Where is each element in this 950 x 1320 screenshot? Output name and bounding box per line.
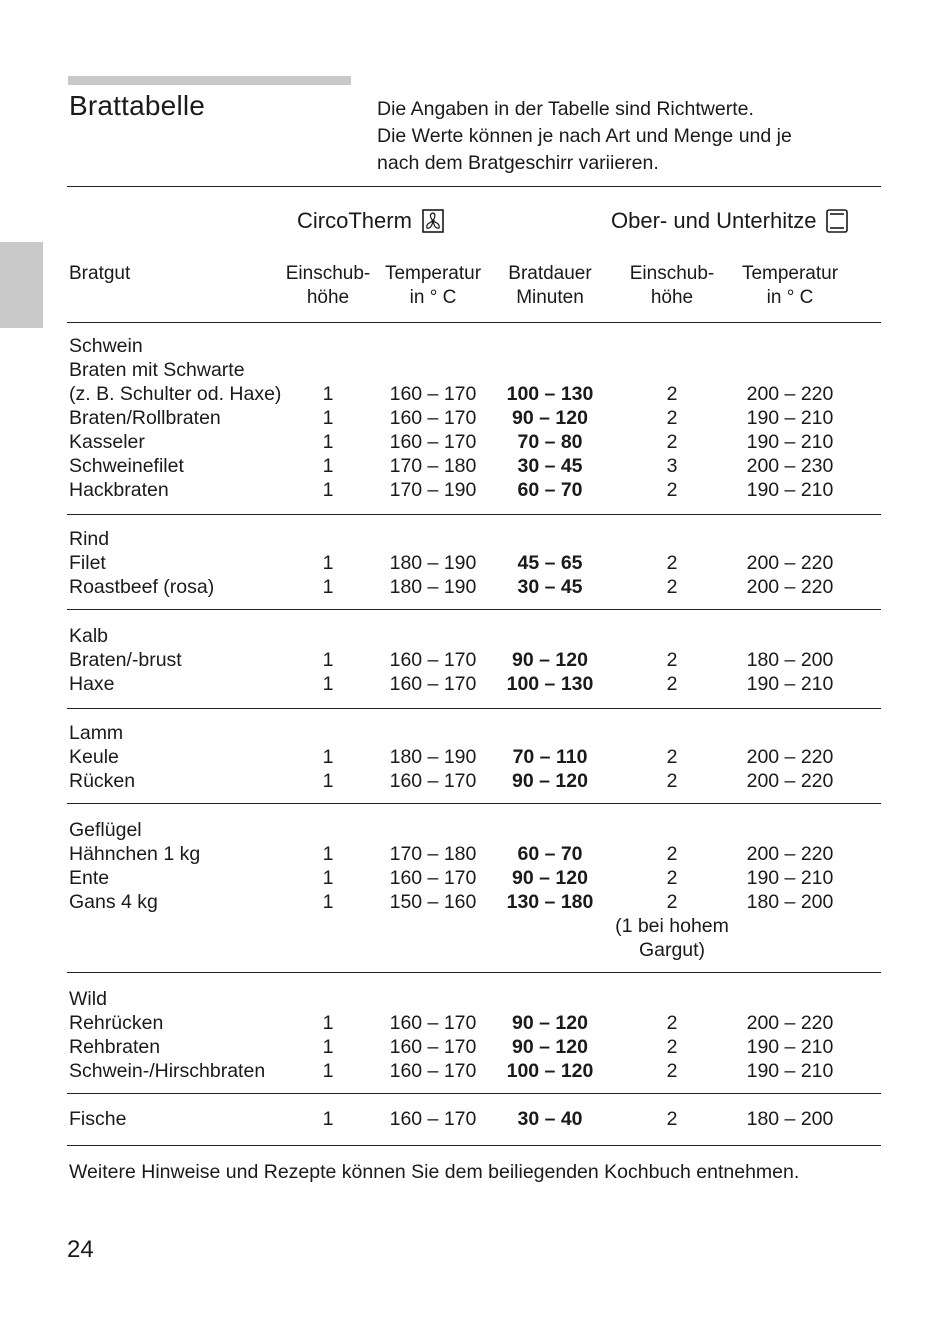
cell-t2: 180 – 200 [746,1108,834,1130]
cell-name: (z. B. Schulter od. Haxe) [69,383,282,405]
cell-name: Gans 4 kg [69,891,158,913]
cell-d: 60 – 70 [517,479,583,501]
cell-e2: 2 [666,867,678,889]
table-row [0,769,950,793]
header-line: Temperatur [741,263,839,284]
table-row [0,575,950,599]
cell-name: Roastbeef (rosa) [69,576,215,598]
mode-label: CircoTherm [297,208,412,233]
divider [67,803,881,804]
table-row [0,672,950,696]
cell-t1: 160 – 170 [389,770,477,792]
cell-name: Braten mit Schwarte [69,359,245,381]
divider [67,514,881,515]
cell-d: 30 – 45 [517,455,583,477]
intro-line: nach dem Bratgeschirr variieren. [377,152,659,174]
table-row [0,382,950,406]
header-einschub-ou [620,262,724,310]
cell-e1: 1 [322,746,334,768]
cell-e1: 1 [322,431,334,453]
cell-t1: 170 – 180 [389,455,477,477]
cell-e2: 2 [666,1036,678,1058]
table-row [0,1059,950,1083]
cell-name: Braten/-brust [69,649,182,671]
cell-t2: 200 – 220 [746,576,834,598]
cell-e1: 1 [322,649,334,671]
divider [67,609,881,610]
cell-e2: 2 [666,1060,678,1082]
circotherm-fan-icon [422,209,444,233]
cell-e2: 3 [666,455,678,477]
cell-e2: 2 [666,891,678,913]
cell-t1: 160 – 170 [389,407,477,429]
cell-name: Hähnchen 1 kg [69,843,201,865]
table-row [0,1035,950,1059]
cell-e1: 1 [322,383,334,405]
table-row [0,454,950,478]
table-row [0,1011,950,1035]
cell-e1: 1 [322,407,334,429]
cell-t2: 190 – 210 [746,431,834,453]
cell-t2: 190 – 210 [746,1036,834,1058]
cell-e2: 2 [666,479,678,501]
cell-e2: 2 [666,552,678,574]
header-line: Einschub- [629,263,715,284]
cell-t1: 160 – 170 [389,867,477,889]
table-row [0,648,950,672]
cell-name: Schwein-/Hirschbraten [69,1060,266,1082]
cell-t2: 190 – 210 [746,673,834,695]
cell-e1: 1 [322,479,334,501]
cell-d: 45 – 65 [517,552,583,574]
cell-d: 70 – 80 [517,431,583,453]
header-line: Bratdauer [508,263,592,284]
cell-e1: 1 [322,891,334,913]
cell-t2: 180 – 200 [746,649,834,671]
cell-e2: 2 [666,843,678,865]
cell-t1: 160 – 170 [389,383,477,405]
cell-t2: 200 – 220 [746,552,834,574]
cell-t1: 170 – 190 [389,479,477,501]
cell-d: 90 – 120 [512,1012,588,1034]
cell-e1: 1 [322,1012,334,1034]
cell-t2: 190 – 210 [746,407,834,429]
cell-name: Filet [69,552,106,574]
header-line: Minuten [516,287,584,308]
table-row [0,358,950,382]
section-heading: Geflügel [69,819,142,841]
cell-name: Rücken [69,770,136,792]
cell-d: 30 – 45 [517,576,583,598]
cell-e1: 1 [322,770,334,792]
mode-label: Ober- und Unterhitze [611,208,817,233]
cell-e1: 1 [322,455,334,477]
section-heading: Kalb [69,625,109,647]
cell-e2: 2 [666,576,678,598]
row-note-line: Gargut) [638,939,706,961]
cell-name: Kasseler [69,431,145,453]
cell-e2: 2 [666,407,678,429]
cell-d: 100 – 120 [506,1060,594,1082]
cell-name: Rehbraten [69,1036,161,1058]
table-row [0,430,950,454]
cell-name: Fische [69,1108,127,1130]
cell-t2: 180 – 200 [746,891,834,913]
intro-line: Die Werte können je nach Art und Menge und je [377,125,792,147]
header-temp-circo [378,262,488,310]
page-number: 24 [67,1236,94,1263]
table-row [0,478,950,502]
header-line: in ° C [409,287,457,308]
cell-name: Braten/Rollbraten [69,407,221,429]
cell-t2: 200 – 230 [746,455,834,477]
cell-t2: 200 – 220 [746,770,834,792]
mode-ober-unterhitze [611,208,848,234]
cell-t1: 180 – 190 [389,552,477,574]
cell-e1: 1 [322,1108,334,1130]
cell-d: 90 – 120 [512,649,588,671]
cell-e2: 2 [666,1108,678,1130]
cell-d: 100 – 130 [506,383,594,405]
cell-e1: 1 [322,552,334,574]
cell-e1: 1 [322,673,334,695]
top-bottom-heat-icon [826,209,848,233]
row-note-line: (1 bei hohem [615,915,729,937]
title-accent-bar [68,76,351,85]
table-row [0,551,950,575]
cell-name: Ente [69,867,110,889]
header-temp-ou [735,262,845,310]
header-line: höhe [650,287,694,308]
cell-e2: 2 [666,431,678,453]
divider [67,186,881,187]
mode-circotherm [297,208,444,234]
cell-e2: 2 [666,1012,678,1034]
cell-t1: 160 – 170 [389,1036,477,1058]
cell-d: 90 – 120 [512,407,588,429]
cell-t1: 160 – 170 [389,1108,477,1130]
cell-t1: 150 – 160 [389,891,477,913]
intro-line: Die Angaben in der Tabelle sind Richtwerte. [377,98,754,120]
cell-e2: 2 [666,649,678,671]
divider [67,1093,881,1094]
cell-t2: 200 – 220 [746,383,834,405]
cell-d: 90 – 120 [512,1036,588,1058]
cell-e2: 2 [666,746,678,768]
table-row [0,745,950,769]
table-row [0,1107,950,1131]
cell-t1: 160 – 170 [389,673,477,695]
header-line: in ° C [766,287,814,308]
section-heading: Schwein [69,335,143,357]
cell-d: 130 – 180 [506,891,594,913]
section-heading: Rind [69,528,110,550]
cell-e2: 2 [666,770,678,792]
cell-name: Keule [69,746,119,768]
cell-e1: 1 [322,576,334,598]
divider [67,708,881,709]
cell-t1: 160 – 170 [389,1012,477,1034]
divider [67,972,881,973]
header-line: höhe [306,287,350,308]
cell-e1: 1 [322,843,334,865]
table-row [0,842,950,866]
header-line: Einschub- [285,263,371,284]
divider [67,1145,881,1146]
cell-t1: 160 – 170 [389,431,477,453]
cell-name: Hackbraten [69,479,169,501]
cell-name: Schweinefilet [69,455,184,477]
cell-e2: 2 [666,383,678,405]
cell-d: 100 – 130 [506,673,594,695]
side-tab-marker [0,242,43,328]
cell-d: 90 – 120 [512,770,588,792]
cell-t1: 180 – 190 [389,746,477,768]
page-title: Brattabelle [69,90,206,121]
cell-e1: 1 [322,1060,334,1082]
cell-name: Haxe [69,673,115,695]
cell-t2: 200 – 220 [746,1012,834,1034]
cell-t2: 190 – 210 [746,479,834,501]
header-line: Temperatur [384,263,482,284]
cell-t1: 160 – 170 [389,649,477,671]
section-heading: Lamm [69,722,124,744]
divider [67,322,881,323]
row-note [610,914,734,962]
cell-d: 70 – 110 [512,746,588,768]
cell-t1: 170 – 180 [389,843,477,865]
header-bratgut: Bratgut [69,263,131,284]
table-row [0,890,950,914]
header-einschub-circo [276,262,380,310]
header-bratdauer [498,262,602,310]
cell-d: 30 – 40 [517,1108,583,1130]
cell-e1: 1 [322,1036,334,1058]
cell-t1: 160 – 170 [389,1060,477,1082]
footer-note: Weitere Hinweise und Rezepte können Sie dem beiliegenden Kochbuch entnehmen. [69,1161,800,1183]
cell-e1: 1 [322,867,334,889]
cell-t2: 190 – 210 [746,1060,834,1082]
cell-t1: 180 – 190 [389,576,477,598]
section-heading: Wild [69,988,107,1010]
cell-d: 60 – 70 [517,843,583,865]
intro-text [377,96,877,177]
cell-t2: 200 – 220 [746,843,834,865]
cell-t2: 190 – 210 [746,867,834,889]
cell-t2: 200 – 220 [746,746,834,768]
cell-name: Rehrücken [69,1012,164,1034]
cell-d: 90 – 120 [512,867,588,889]
table-row [0,406,950,430]
table-row [0,866,950,890]
cell-e2: 2 [666,673,678,695]
